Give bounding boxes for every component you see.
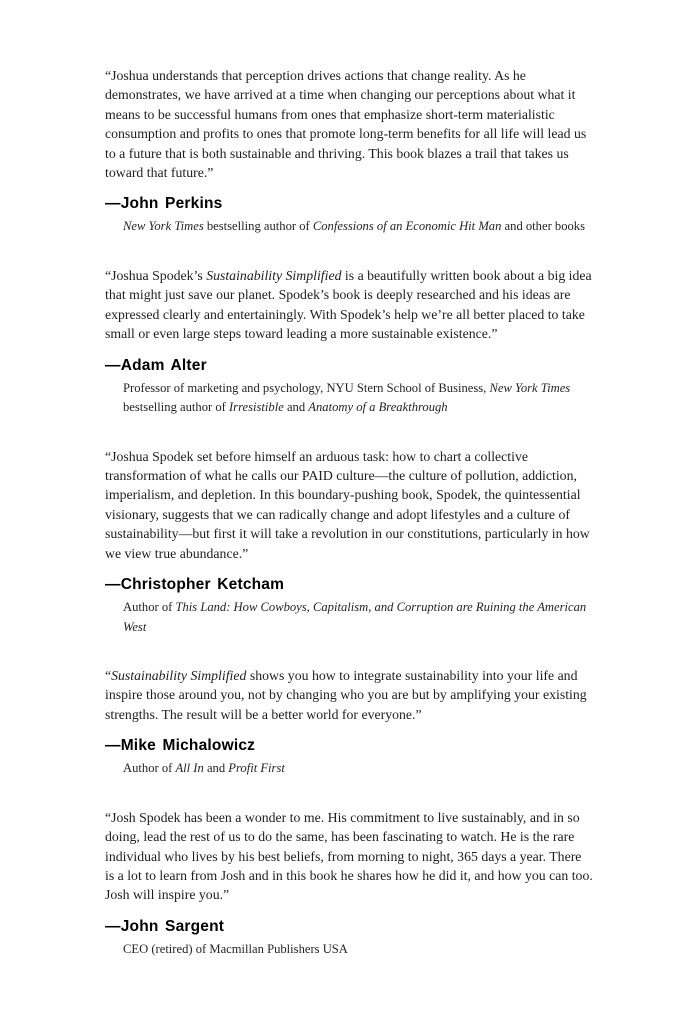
quote-text: “Joshua Spodek’s Sustainability Simplified is a beautifully written book about a big idea that might just save our planet. Spodek’s book is deeply researched and his ideas are expressed clearly and entertainingly. With Spodek’s help we’re all better placed to take small or even large steps toward leading a more sustainable existence.” bbox=[105, 267, 592, 342]
endorsement-blurb bbox=[105, 808, 593, 960]
attribution-name: —Christopher Ketcham bbox=[105, 576, 285, 593]
quote-text: “Sustainability Simplified shows you how to integrate sustainability into your life and inspire those around you, not by changing who you are but by amplifying your existing strengths. The result will be a better world for everyone.” bbox=[105, 668, 587, 722]
attribution-credit: Professor of marketing and psychology, NYU Stern School of Business, New York Times bestselling author of Irresistible and Anatomy of a Breakthrough bbox=[123, 380, 571, 415]
attribution-credit: Author of All In and Profit First bbox=[123, 761, 285, 776]
quote-text: “Joshua Spodek set before himself an arduous task: how to chart a collective transformation of what he calls our PAID culture—the culture of pollution, addiction, imperialism, and depletion. In this boundary-pushing book, Spodek, the quintessential visionary, suggests that we can radically change and adopt lifestyles and a culture of sustainability—but first it will take a revolution in our constitutions, particularly in how we view true abundance.” bbox=[105, 448, 590, 561]
attribution-name: —John Perkins bbox=[105, 195, 223, 213]
quote-text: “Josh Spodek has been a wonder to me. His commitment to live sustainably, and in so doing, lead the rest of us to do the same, has been fascinating to watch. He is the rare individual who lives by his best beliefs, from morning to night, 365 days a year. There is a lot to learn from Josh and in this book he shares how he did it, and how you can too. Josh will inspire you.” bbox=[105, 809, 593, 903]
attribution-name: —Mike Michalowicz bbox=[105, 737, 256, 755]
endorsement-blurb bbox=[105, 266, 593, 418]
quote-text: “Joshua understands that perception drives actions that change reality. As he demonstrates, we have arrived at a time when changing our perceptions about what it means to be successful humans from ones that emphasize short-term materialistic consumption and profits to ones that promote long-term benefits for all life will lead us to a future that is both sustainable and thriving. This book blazes a trail that takes us toward that future.” bbox=[105, 68, 587, 181]
attribution-name: —Adam Alter bbox=[105, 356, 207, 374]
endorsement-blurb bbox=[105, 666, 593, 779]
attribution-credit: CEO (retired) of Macmillan Publishers USA bbox=[123, 941, 348, 956]
attribution-name: —John Sargent bbox=[105, 917, 225, 935]
attribution-credit: Author of This Land: How Cowboys, Capitalism, and Corruption are Ruining the American West bbox=[123, 600, 587, 634]
blurb-list bbox=[105, 66, 593, 959]
endorsement-blurb bbox=[105, 447, 593, 637]
attribution-credit: New York Times bestselling author of Confessions of an Economic Hit Man and other books bbox=[123, 219, 585, 234]
endorsement-blurb bbox=[105, 66, 593, 237]
